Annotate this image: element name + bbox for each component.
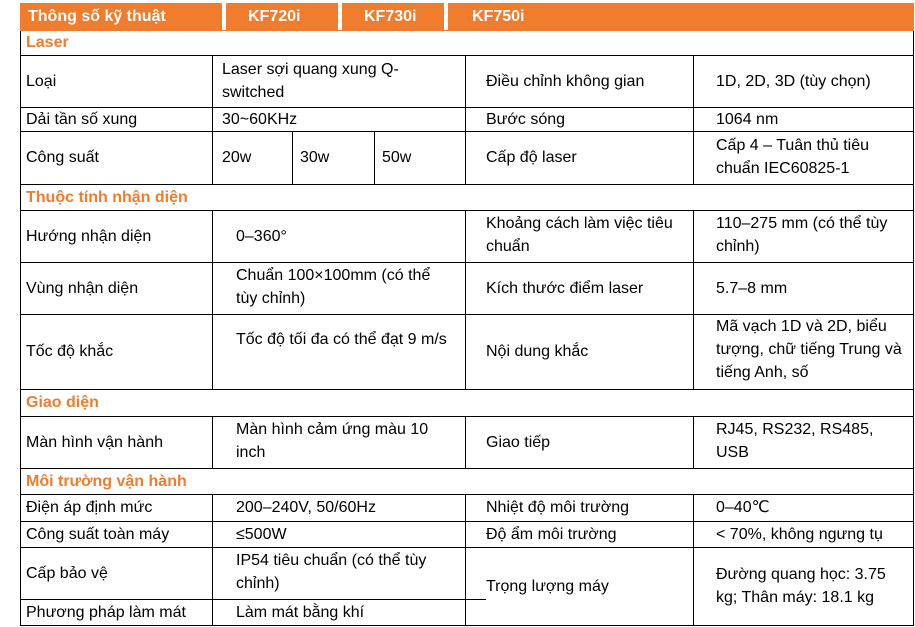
- laser-freq-label: Dải tần số xung: [26, 110, 138, 128]
- laser-spatial-label: Điều chỉnh không gian: [486, 72, 645, 90]
- env-humidity-label: Độ ẩm môi trường: [486, 525, 617, 543]
- env-voltage-label: Điện áp định mức: [26, 499, 153, 516]
- interface-screen-value: Màn hình cảm ứng màu 10 inch: [236, 421, 429, 461]
- recognition-direction-label: Hướng nhận diện: [26, 227, 152, 245]
- env-protection-value: IP54 tiêu chuẩn (có thể tùy chỉnh): [236, 552, 427, 592]
- laser-type-value: Laser sợi quang xung Q-switched: [222, 61, 399, 101]
- section-laser: Laser: [26, 34, 69, 51]
- env-weight-label: Trọng lượng máy: [486, 577, 609, 595]
- section-interface: Giao diện: [26, 394, 99, 411]
- laser-freq-value: 30~60KHz: [222, 110, 298, 128]
- recognition-spot-label: Kích thước điểm laser: [486, 279, 644, 297]
- recognition-distance-label: Khoảng cách làm việc tiêu chuẩn: [486, 215, 673, 255]
- laser-power-30w: 30w: [300, 149, 330, 166]
- header-model-kf720i: KF720i: [226, 3, 338, 30]
- env-cooling-value: Làm mát bằng khí: [236, 603, 365, 621]
- section-environment: Môi trường vận hành: [26, 472, 187, 490]
- laser-power-50w: 50w: [382, 149, 412, 166]
- header-model-kf750i: KF750i: [448, 3, 914, 30]
- env-cooling-label: Phương pháp làm mát: [26, 603, 186, 621]
- env-total-power-value: ≤500W: [236, 525, 287, 543]
- env-temp-label: Nhiệt độ môi trường: [486, 499, 630, 516]
- recognition-speed-value: Tốc độ tối đa có thể đạt 9 m/s: [236, 331, 447, 348]
- interface-comm-label: Giao tiếp: [486, 433, 551, 451]
- recognition-content-label: Nội dung khắc: [486, 343, 589, 360]
- interface-screen-label: Màn hình vận hành: [26, 433, 163, 451]
- interface-comm-value: RJ45, RS232, RS485, USB: [716, 421, 874, 461]
- recognition-area-label: Vùng nhận diện: [26, 279, 139, 297]
- env-protection-label: Cấp bảo vệ: [26, 564, 108, 582]
- recognition-area-value: Chuẩn 100×100mm (có thể tùy chỉnh): [236, 267, 431, 307]
- section-recognition: Thuộc tính nhận diện: [26, 188, 188, 206]
- env-humidity-value: < 70%, không ngưng tụ: [716, 525, 883, 543]
- env-temp-value: 0–40℃: [716, 499, 770, 516]
- laser-wave-value: 1064 nm: [716, 110, 779, 128]
- laser-power-label: Công suất: [26, 149, 99, 166]
- laser-spatial-value: 1D, 2D, 3D (tùy chọn): [716, 72, 871, 90]
- env-total-power-label: Công suất toàn máy: [26, 525, 170, 543]
- env-voltage-value: 200–240V, 50/60Hz: [236, 499, 376, 516]
- recognition-distance-value: 110–275 mm (có thể tùy chỉnh): [716, 215, 888, 255]
- laser-class-value: Cấp 4 – Tuân thủ tiêu chuẩn IEC60825-1: [716, 137, 869, 177]
- laser-class-label: Cấp độ laser: [486, 149, 577, 166]
- laser-power-20w: 20w: [222, 149, 252, 166]
- recognition-content-value: Mã vạch 1D và 2D, biểu tượng, chữ tiếng Trung và tiếng Anh, số: [716, 318, 902, 381]
- laser-type-label: Loại: [26, 72, 57, 90]
- recognition-direction-value: 0–360°: [236, 227, 287, 245]
- header-title: Thông số kỹ thuật: [20, 3, 222, 30]
- env-weight-value: Đường quang học: 3.75 kg; Thân máy: 18.1 kg: [716, 566, 886, 606]
- laser-wave-label: Bước sóng: [486, 110, 566, 128]
- header-model-kf730i: KF730i: [342, 3, 444, 30]
- recognition-spot-value: 5.7–8 mm: [716, 279, 788, 297]
- recognition-speed-label: Tốc độ khắc: [26, 343, 114, 360]
